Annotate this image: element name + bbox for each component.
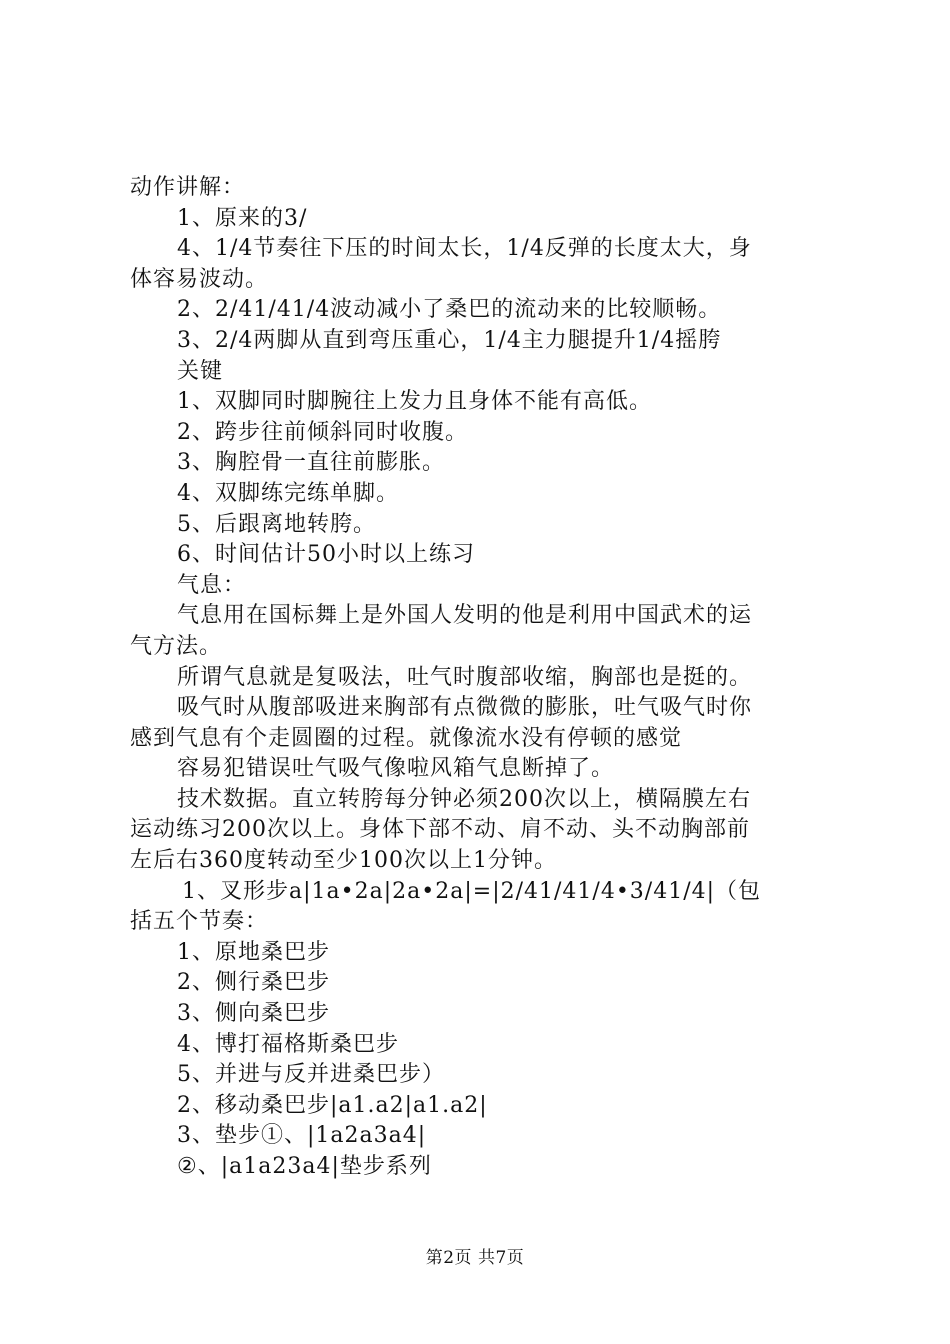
text-line: 1、原来的3/ bbox=[177, 205, 308, 231]
text-line: 括五个节奏： bbox=[130, 909, 269, 935]
text-line: 气息： bbox=[177, 572, 247, 598]
text-line: 3、侧向桑巴步 bbox=[177, 1001, 330, 1027]
text-line: 吸气时从腹部吸进来胸部有点微微的膨胀，吐气吸气时你 bbox=[177, 695, 753, 721]
text-line: 所谓气息就是复吸法，吐气时腹部收缩，胸部也是挺的。 bbox=[177, 664, 753, 690]
document-body bbox=[130, 173, 832, 1183]
text-line: 2、移动桑巴步|a1.a2|a1.a2| bbox=[177, 1092, 488, 1118]
text-line: 2、2/41/41/4波动减小了桑巴的流动来的比较顺畅。 bbox=[177, 297, 722, 323]
text-line: 气息用在国标舞上是外国人发明的他是利用中国武术的运 bbox=[177, 603, 753, 629]
text-line: 4、双脚练完练单脚。 bbox=[177, 480, 399, 506]
text-line: 动作讲解： bbox=[130, 175, 246, 200]
text-line: 3、2/4两脚从直到弯压重心，1/4主力腿提升1/4摇胯 bbox=[177, 327, 722, 353]
text-line: 3、垫步①、|1a2a3a4| bbox=[177, 1123, 427, 1149]
text-line: 1、双脚同时脚腕往上发力且身体不能有高低。 bbox=[177, 389, 652, 415]
text-line: 1、原地桑巴步 bbox=[177, 939, 330, 965]
text-line: 左后右360度转动至少100次以上1分钟。 bbox=[130, 848, 557, 874]
text-line: 3、胸腔骨一直往前膨胀。 bbox=[177, 450, 445, 476]
text-line: 2、侧行桑巴步 bbox=[177, 970, 330, 996]
text-line: ②、|a1a23a4|垫步系列 bbox=[177, 1154, 432, 1179]
text-line: 运动练习200次以上。身体下部不动、肩不动、头不动胸部前 bbox=[130, 817, 750, 843]
text-line: 关键 bbox=[177, 358, 224, 384]
text-line: 体容易波动。 bbox=[130, 266, 269, 292]
text-line: 技术数据。直立转胯每分钟必须200次以上，横隔膜左右 bbox=[177, 786, 751, 812]
text-line: 气方法。 bbox=[130, 633, 223, 659]
text-line: 4、1/4节奏往下压的时间太长，1/4反弹的长度太大，身 bbox=[177, 236, 752, 262]
text-line: 感到气息有个走圆圈的过程。就像流水没有停顿的感觉 bbox=[130, 725, 683, 751]
text-line: 容易犯错误吐气吸气像啦风箱气息断掉了。 bbox=[177, 756, 615, 782]
text-line: 4、博打福格斯桑巴步 bbox=[177, 1031, 399, 1057]
page-footer: 第2页 共7页 bbox=[425, 1248, 525, 1268]
text-line: 2、跨步往前倾斜同时收腹。 bbox=[177, 419, 468, 445]
text-line: 6、时间估计50小时以上练习 bbox=[177, 542, 475, 568]
text-line: 5、后跟离地转胯。 bbox=[177, 511, 376, 537]
text-line: 5、并进与反并进桑巴步） bbox=[177, 1062, 445, 1088]
text-line: 1、叉形步a|1a•2a|2a•2a|=|2/41/41/4•3/41/4|（包 bbox=[182, 878, 762, 904]
